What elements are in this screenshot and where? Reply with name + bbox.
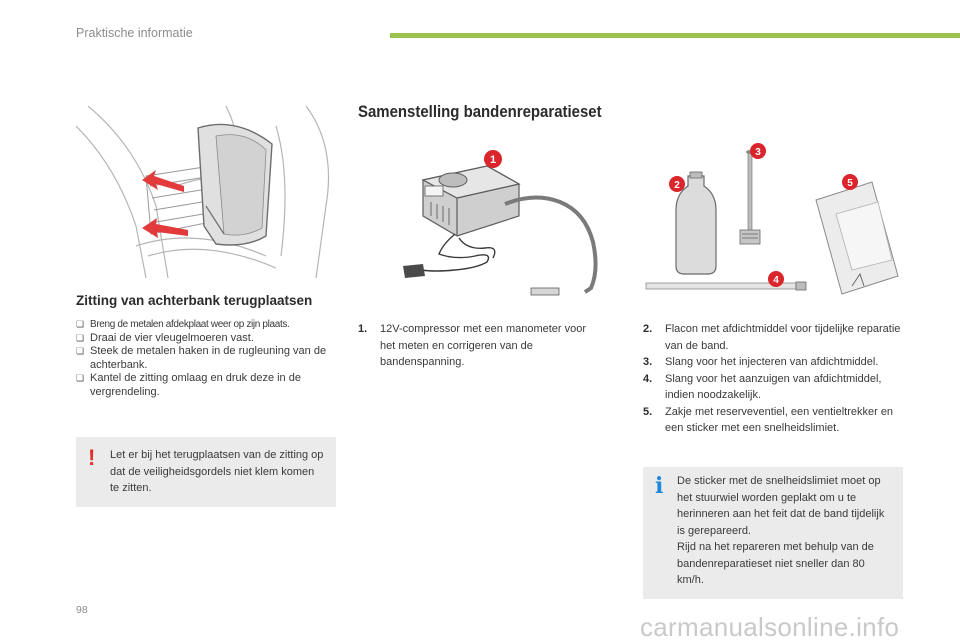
warning-icon: ! (88, 445, 96, 470)
list-item: ❏ Steek de metalen haken in de rugleuning van de achterbank. (76, 345, 327, 371)
compressor-list (358, 321, 598, 371)
checkbox-icon: ❏ (76, 373, 85, 383)
callout-1-label: 1 (489, 154, 497, 166)
seat-section-heading: Zitting van achterbank terugplaatsen (76, 293, 313, 308)
callout-5-label: 5 (847, 178, 853, 189)
watermark: carmanualsonline.info (640, 612, 900, 642)
list-item: 1. 12V-compressor met een manometer voor het meten en corrigeren van de bandenspanning. (358, 323, 587, 368)
callout-3-label: 3 (755, 147, 761, 158)
page-number: 98 (76, 604, 88, 616)
info-note-text: De sticker met de snelheidslimiet moet op het stuurwiel worden geplakt om u te herinneren aan het feit dat de band tijdelijk is gerepareerd. Rijd na het repareren met behulp van de bandenreparatieset niet sneller dan 80 km/h. (677, 475, 885, 586)
list-item: ❏ Kantel de zitting omlaag en druk deze in de vergrendeling. (76, 372, 301, 398)
list-item: 2. Flacon met afdichtmiddel voor tijdelijke reparatie van de band. (643, 323, 901, 352)
kit-parts-list (643, 321, 905, 437)
list-item: 4. Slang voor het aanzuigen van afdichtmiddel, indien noodzakelijk. (643, 372, 882, 401)
warning-note-text: Let er bij het terugplaatsen van de zitting op dat de veiligheidsgordels niet klem komen te zitten. (110, 449, 324, 494)
list-item: ❏ Breng de metalen afdekplaat weer op zijn plaats. (76, 319, 290, 330)
checkbox-icon: ❏ (76, 346, 85, 356)
info-icon: i (655, 473, 664, 499)
section-header-bar (390, 33, 960, 38)
warning-note (76, 437, 336, 507)
list-item: 5. Zakje met reserveventiel, een ventieltrekker en een sticker met een snelheidslimiet. (643, 405, 894, 434)
compressor-illustration (395, 142, 620, 312)
checkbox-icon: ❏ (76, 332, 85, 343)
checkbox-icon: ❏ (76, 319, 85, 329)
kit-section-heading: Samenstelling bandenreparatieset (358, 102, 602, 121)
list-item: ❏ Draai de vier vleugelmoeren vast. (76, 331, 254, 344)
section-header: Praktische informatie (76, 26, 193, 40)
seat-bullet-list (76, 318, 338, 399)
rear-seat-illustration (76, 106, 336, 278)
callout-2-label: 2 (674, 180, 680, 191)
repair-kit-illustration (640, 138, 902, 308)
info-note (643, 467, 903, 599)
callout-4-label: 4 (773, 275, 779, 286)
list-item: 3. Slang voor het injecteren van afdichtmiddel. (643, 356, 879, 368)
